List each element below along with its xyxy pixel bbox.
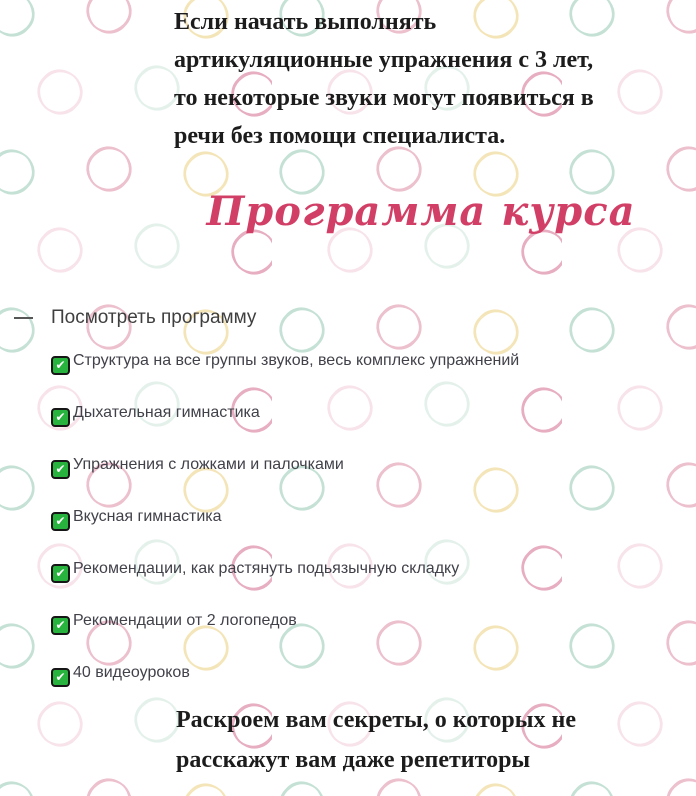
minus-icon[interactable] bbox=[14, 317, 33, 319]
check-icon: ✔ bbox=[51, 564, 70, 583]
list-item bbox=[51, 662, 682, 687]
list-item bbox=[51, 558, 682, 583]
check-icon: ✔ bbox=[51, 460, 70, 479]
intro-line: речи без помощи специалиста. bbox=[174, 123, 506, 149]
list-item-label: Структура на все группы звуков, весь комплекс упражнений bbox=[73, 352, 520, 369]
intro-line: Если начать выполнять bbox=[174, 9, 437, 35]
program-list bbox=[51, 350, 682, 687]
list-item-label: 40 видеоуроков bbox=[73, 664, 190, 681]
check-icon: ✔ bbox=[51, 668, 70, 687]
list-item-label: Упражнения с ложками и палочками bbox=[73, 456, 344, 473]
list-item bbox=[51, 610, 682, 635]
outro-heading bbox=[176, 700, 676, 780]
check-icon: ✔ bbox=[51, 512, 70, 531]
check-icon: ✔ bbox=[51, 356, 70, 375]
outro-line: расскажут вам даже репетиторы bbox=[176, 747, 531, 773]
list-item bbox=[51, 454, 682, 479]
check-icon: ✔ bbox=[51, 616, 70, 635]
intro-heading bbox=[174, 3, 686, 155]
list-item-label: Рекомендации от 2 логопедов bbox=[73, 612, 297, 629]
accordion-label[interactable]: Посмотреть программу bbox=[51, 307, 257, 328]
intro-line: артикуляционные упражнения с 3 лет, bbox=[174, 47, 594, 73]
list-item-label: Рекомендации, как растянуть подьязычную складку bbox=[73, 560, 460, 577]
section-title: Программа курса bbox=[206, 188, 636, 235]
program-accordion bbox=[14, 306, 682, 714]
outro-line: Раскроем вам секреты, о которых не bbox=[176, 707, 576, 733]
intro-line: то некоторые звуки могут появиться в bbox=[174, 85, 594, 111]
list-item bbox=[51, 506, 682, 531]
list-item bbox=[51, 350, 682, 375]
list-item-label: Дыхательная гимнастика bbox=[73, 404, 260, 421]
check-icon: ✔ bbox=[51, 408, 70, 427]
list-item bbox=[51, 402, 682, 427]
list-item-label: Вкусная гимнастика bbox=[73, 508, 222, 525]
accordion-header[interactable] bbox=[14, 306, 682, 330]
